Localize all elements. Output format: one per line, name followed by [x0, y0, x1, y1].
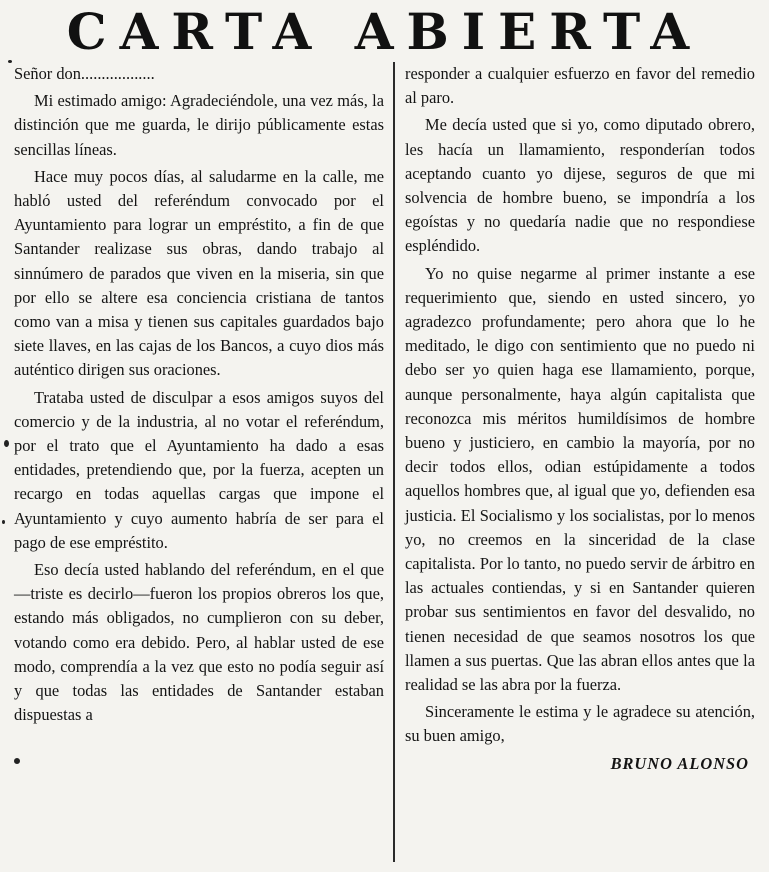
signature: BRUNO ALONSO: [610, 753, 749, 773]
paragraph-5: Me decía usted que si yo, como diputado obrero, les hacía un llamamiento, responderían todos aceptando cuanto yo dijese, seguros de que mi solvencia de hombre bueno, se impondría a los egoístas y no quedaría nadie que no respondiese espléndido.: [405, 115, 755, 256]
paragraph-4: Eso decía usted hablando del referéndum, en el que—triste es decirlo—fueron los propios obreros los que, estando más obligados, no cumplieron con su deber, votando como era debido. Pero, al hablar usted de ese modo, comprendía a la vez que esto no podía seguir así y que todas las entidades de Santander estaban dispuestas a: [14, 560, 384, 725]
paragraph-1: Mi estimado amigo: Agradeciéndole, una vez más, la distinción que me guarda, le dirijo públicamente estas sencillas líneas.: [14, 91, 384, 159]
left-column: [14, 62, 384, 730]
ink-speck: [8, 60, 12, 63]
ink-speck: [4, 440, 9, 447]
paragraph-2: Hace muy pocos días, al saludarme en la calle, me habló usted del referéndum convocado por el Ayuntamiento para lograr un empréstito, a fin de que Santander realizase sus obras, dando trabajo al sinnúmero de parados que viven en la miseria, sin que por ello se altere esa conciencia cristiana de tantos como van a misa y tienen sus capitales guardados bajo siete llaves, en las cajas de los Bancos, a cuyo dios más auténtico dirigen sus oraciones.: [14, 166, 384, 380]
closing-line: Sinceramente le estima y le agradece su atención, su buen amigo,: [405, 702, 755, 746]
ink-speck: [14, 758, 20, 764]
paragraph-6: Yo no quise negarme al primer instante a ese requerimiento que, siendo en usted sincero, yo agradezco profundamente; pero ahora que lo he meditado, le digo con sentimiento que no puedo ni debo ser yo quien haga ese llamamiento, porque, aunque personalmente, haya algún capitalista que reconozca mis méritos humildísimos de hombre bueno y justiciero, en cambio la mayoría, por no decir todos ellos, odian estúpidamente a todos aquellos hombres que, al igual que yo, defienden esa justicia. El Socialismo y los socialistas, por lo menos yo, no creemos en la sinceridad de la clase capitalista. Por lo tanto, no puedo servir de árbitro en las actuales contiendas, y si en Santander quieren probar sus sentimientos en favor del desvalido, no tienen necesidad de que seamos nosotros los que llamen a sus puertas. Que las abran ellos antes que la realidad se las abra por la fuerza.: [405, 263, 755, 695]
ink-speck: [2, 520, 5, 524]
paragraph-4-continued: responder a cualquier esfuerzo en favor del remedio al paro.: [405, 64, 755, 108]
column-divider: [393, 62, 395, 862]
salutation: Señor don..................: [14, 64, 155, 83]
article-title: CARTA ABIERTA: [66, 2, 703, 61]
paragraph-3: Trataba usted de disculpar a esos amigos suyos del comercio y de la industria, al no votar el referéndum, por el trato que el Ayuntamiento ha dado a esas entidades, pretendiendo que, por la fuerza, acepten un recargo en todas aquellas cargas que impone el Ayuntamiento y cuyo aumento habría de ser para el pago de ese empréstito.: [14, 387, 384, 552]
right-column: [405, 62, 755, 779]
